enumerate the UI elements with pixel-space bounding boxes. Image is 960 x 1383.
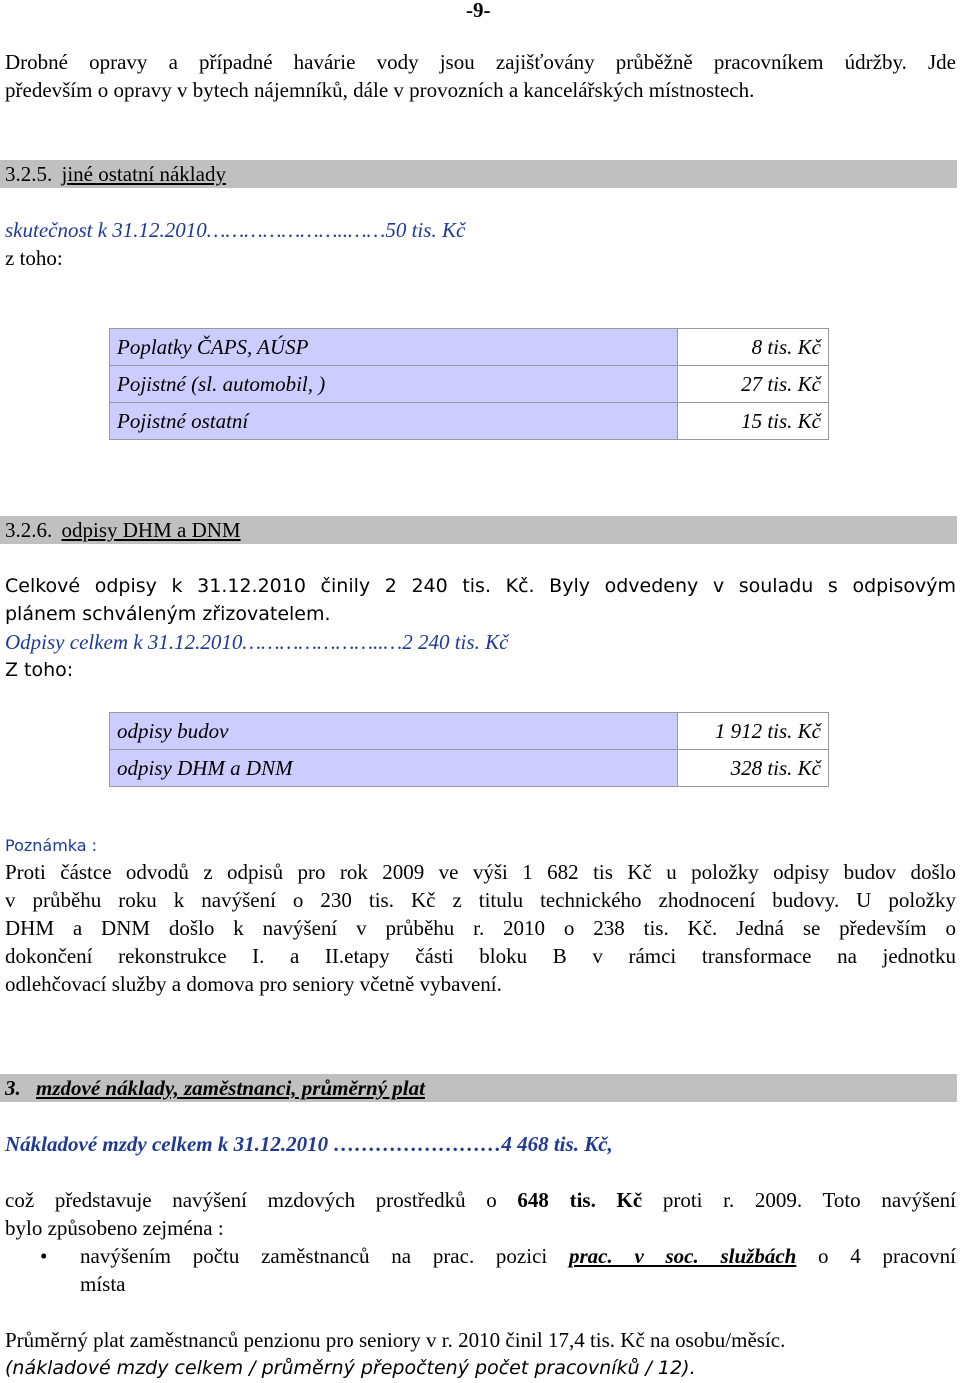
note-line-1: Proti částce odvodů z odpisů pro rok 2009 ve výši 1 682 tis Kč u položky odpisy budov došlo <box>5 860 956 884</box>
bullet-line-2: místa <box>80 1272 126 1296</box>
row-label: Poplatky ČAPS, AÚSP <box>110 329 678 366</box>
section-326-number: 3.2.6. <box>5 518 53 542</box>
table-row <box>110 750 829 787</box>
table-row <box>110 329 829 366</box>
row-value: 15 tis. Kč <box>678 403 829 440</box>
section-325-title: jiné ostatní náklady <box>61 162 226 186</box>
note-line-3: DHM a DNM došlo k navýšení v průběhu r. 2010 o 238 tis. Kč. Jedná se především o <box>5 916 956 940</box>
row-label: odpisy budov <box>110 713 678 750</box>
intro-line-1: Drobné opravy a případné havárie vody jsou zajišťovány průběžně pracovníkem údržby. Jde <box>5 50 956 74</box>
note-line-4: dokončení rekonstrukce I. a II.etapy části bloku B v rámci transformace na jednotku <box>5 944 956 968</box>
section-326-heading <box>0 516 957 544</box>
row-label: Pojistné (sl. automobil, ) <box>110 366 678 403</box>
section-326-table <box>109 712 829 787</box>
bullet-highlight: prac. v soc. službách <box>568 1244 797 1268</box>
row-label: Pojistné ostatní <box>110 403 678 440</box>
bullet-text-post: o 4 pracovní <box>796 1244 956 1268</box>
increase-text-pre: což představuje navýšení mzdových prostředků o <box>5 1188 518 1212</box>
section-3-total: Nákladové mzdy celkem k 31.12.2010 ……………………4 468 tis. Kč, <box>5 1132 613 1156</box>
row-value: 1 912 tis. Kč <box>678 713 829 750</box>
note-line-2: v průběhu roku k navýšení o 230 tis. Kč z titulu technického zhodnocení budovy. U položky <box>5 888 956 912</box>
section-3-number: 3. <box>5 1076 21 1100</box>
bullet-line-1 <box>80 1242 956 1270</box>
table-row <box>110 713 829 750</box>
section-325-heading <box>0 160 957 188</box>
note-label: Poznámka : <box>5 836 98 855</box>
section-325-table <box>109 328 829 440</box>
section-3-avg-salary: Průměrný plat zaměstnanců penzionu pro seniory v r. 2010 činil 17,4 tis. Kč na osobu/měsíc. <box>5 1328 786 1352</box>
section-326-text-1: Celkové odpisy k 31.12.2010 činily 2 240 tis. Kč. Byly odvedeny v souladu s odpisovým <box>5 575 956 597</box>
table-row <box>110 366 829 403</box>
section-325-of-which: z toho: <box>5 246 63 270</box>
bullet-text-pre: navýšením počtu zaměstnanců na prac. pozici <box>80 1244 569 1268</box>
bullet-icon: • <box>40 1244 48 1268</box>
row-value: 328 tis. Kč <box>678 750 829 787</box>
section-3-heading <box>0 1074 957 1102</box>
section-3-title: mzdové náklady, zaměstnanci, průměrný plat <box>36 1076 425 1100</box>
intro-line-2: především o opravy v bytech nájemníků, dále v provozních a kancelářských místnostech. <box>5 78 755 102</box>
section-3-caused-by: bylo způsobeno zejména : <box>5 1216 224 1240</box>
increase-text-post: proti r. 2009. Toto navýšení <box>642 1188 956 1212</box>
page-number: -9- <box>466 0 491 22</box>
row-value: 27 tis. Kč <box>678 366 829 403</box>
row-value: 8 tis. Kč <box>678 329 829 366</box>
section-326-total: Odpisy celkem k 31.12.2010…………………..…2 240 tis. Kč <box>5 630 509 654</box>
row-label: odpisy DHM a DNM <box>110 750 678 787</box>
section-325-number: 3.2.5. <box>5 162 53 186</box>
section-325-actual: skutečnost k 31.12.2010…………………..……50 tis. Kč <box>5 218 466 242</box>
section-326-title: odpisy DHM a DNM <box>61 518 241 542</box>
section-326-text-2: plánem schváleným zřizovatelem. <box>5 603 331 625</box>
section-3-formula: (nákladové mzdy celkem / průměrný přepočtený počet pracovníků / 12). <box>5 1357 696 1379</box>
section-326-of-which: Z toho: <box>5 659 74 681</box>
increase-amount: 648 tis. Kč <box>517 1188 643 1212</box>
table-row <box>110 403 829 440</box>
note-line-5: odlehčovací služby a domova pro seniory včetně vybavení. <box>5 972 502 996</box>
section-3-increase <box>5 1186 956 1214</box>
